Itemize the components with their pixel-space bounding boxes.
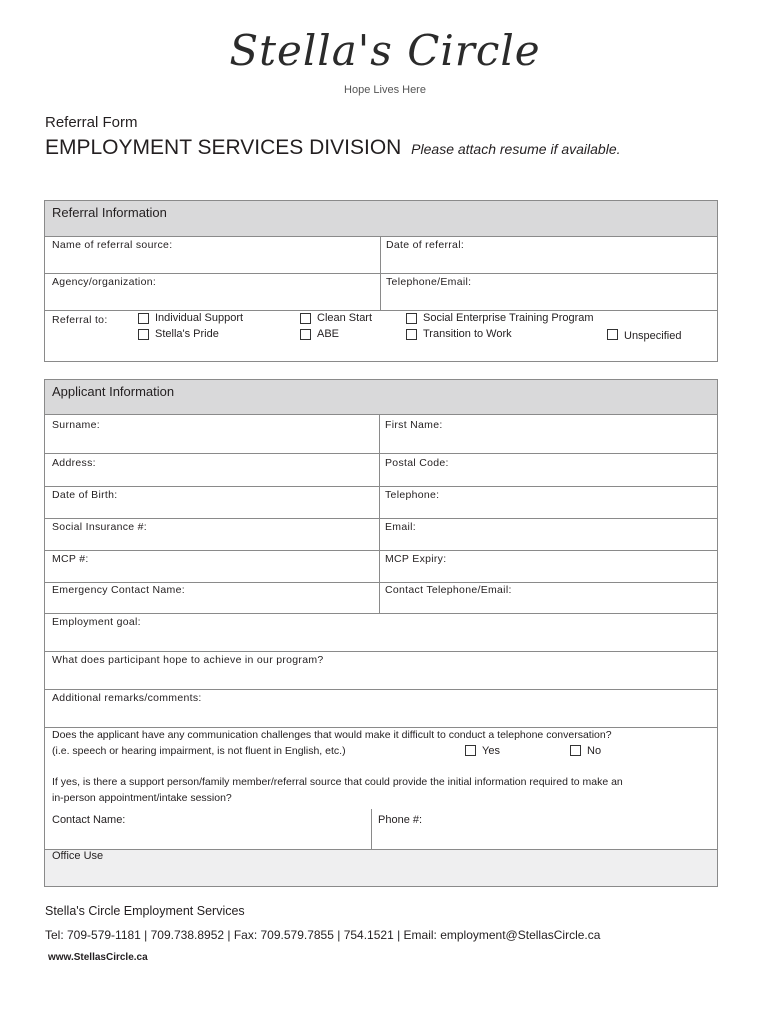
referral-information-header: Referral Information	[45, 201, 717, 237]
employment-goal-field[interactable]: Employment goal:	[52, 616, 141, 628]
first-name-field[interactable]: First Name:	[385, 419, 443, 431]
page-title	[45, 136, 621, 160]
referral-information-section	[44, 200, 718, 362]
transition-to-work-checkbox[interactable]	[406, 329, 417, 340]
referral-date-field[interactable]: Date of referral:	[386, 239, 465, 251]
resume-note: Please attach resume if available.	[411, 141, 621, 157]
date-of-birth-field[interactable]: Date of Birth:	[52, 489, 118, 501]
referral-telephone-email-field[interactable]: Telephone/Email:	[386, 276, 472, 288]
unspecified-checkbox[interactable]	[607, 329, 618, 340]
clean-start-label: Clean Start	[317, 312, 373, 324]
postal-code-field[interactable]: Postal Code:	[385, 457, 449, 469]
abe-checkbox[interactable]	[300, 329, 311, 340]
communication-question-examples: (i.e. speech or hearing impairment, is not fluent in English, etc.)	[52, 745, 346, 757]
address-field[interactable]: Address:	[52, 457, 96, 469]
logo-tagline: Hope Lives Here	[344, 84, 426, 96]
mcp-expiry-field[interactable]: MCP Expiry:	[385, 553, 447, 565]
communication-no-label: No	[587, 745, 602, 757]
applicant-information-section	[44, 379, 718, 887]
phone-field[interactable]: Phone #:	[378, 814, 423, 826]
agency-field[interactable]: Agency/organization:	[52, 276, 157, 288]
division-title: EMPLOYMENT SERVICES DIVISION	[45, 136, 402, 159]
mcp-field[interactable]: MCP #:	[52, 553, 89, 565]
email-field[interactable]: Email:	[385, 521, 416, 533]
footer-contact-info: Tel: 709-579-1181 | 709.738.8952 | Fax: 709.579.7855 | 754.1521 | Email: employment@StellasCircle.ca	[45, 928, 601, 942]
communication-yes-label: Yes	[482, 745, 500, 757]
communication-no-checkbox[interactable]	[570, 745, 581, 756]
stellas-pride-label: Stella's Pride	[155, 328, 219, 340]
communication-yes-checkbox[interactable]	[465, 745, 476, 756]
additional-remarks-field[interactable]: Additional remarks/comments:	[52, 692, 202, 704]
individual-support-label: Individual Support	[155, 312, 244, 324]
social-insurance-field[interactable]: Social Insurance #:	[52, 521, 148, 533]
referral-source-field[interactable]: Name of referral source:	[52, 239, 173, 251]
transition-to-work-label: Transition to Work	[423, 328, 512, 340]
individual-support-checkbox[interactable]	[138, 313, 149, 324]
contact-name-field[interactable]: Contact Name:	[52, 814, 126, 826]
stellas-pride-checkbox[interactable]	[138, 329, 149, 340]
form-label: Referral Form	[45, 114, 138, 131]
program-hope-field[interactable]: What does participant hope to achieve in our program?	[52, 654, 324, 666]
communication-question: Does the applicant have any communication challenges that would make it difficult to conduct a telephone conversation?	[52, 729, 612, 741]
referral-to-label: Referral to:	[52, 314, 108, 326]
abe-label: ABE	[317, 328, 340, 340]
support-person-question-cont: in-person appointment/intake session?	[52, 792, 232, 804]
clean-start-checkbox[interactable]	[300, 313, 311, 324]
surname-field[interactable]: Surname:	[52, 419, 100, 431]
emergency-contact-name-field[interactable]: Emergency Contact Name:	[52, 584, 185, 596]
unspecified-label: Unspecified	[624, 330, 682, 342]
office-use-area	[45, 849, 717, 886]
support-person-question: If yes, is there a support person/family member/referral source that could provide the initial information required to make an	[52, 776, 623, 788]
footer-website-link[interactable]: www.StellasCircle.ca	[48, 952, 148, 963]
contact-telephone-email-field[interactable]: Contact Telephone/Email:	[385, 584, 512, 596]
stellas-circle-logo: Stella's Circle	[229, 26, 541, 75]
social-enterprise-checkbox[interactable]	[406, 313, 417, 324]
office-use-label: Office Use	[52, 850, 104, 862]
footer-organization: Stella's Circle Employment Services	[45, 904, 245, 918]
applicant-information-header: Applicant Information	[45, 380, 717, 415]
social-enterprise-label: Social Enterprise Training Program	[423, 312, 594, 324]
telephone-field[interactable]: Telephone:	[385, 489, 440, 501]
